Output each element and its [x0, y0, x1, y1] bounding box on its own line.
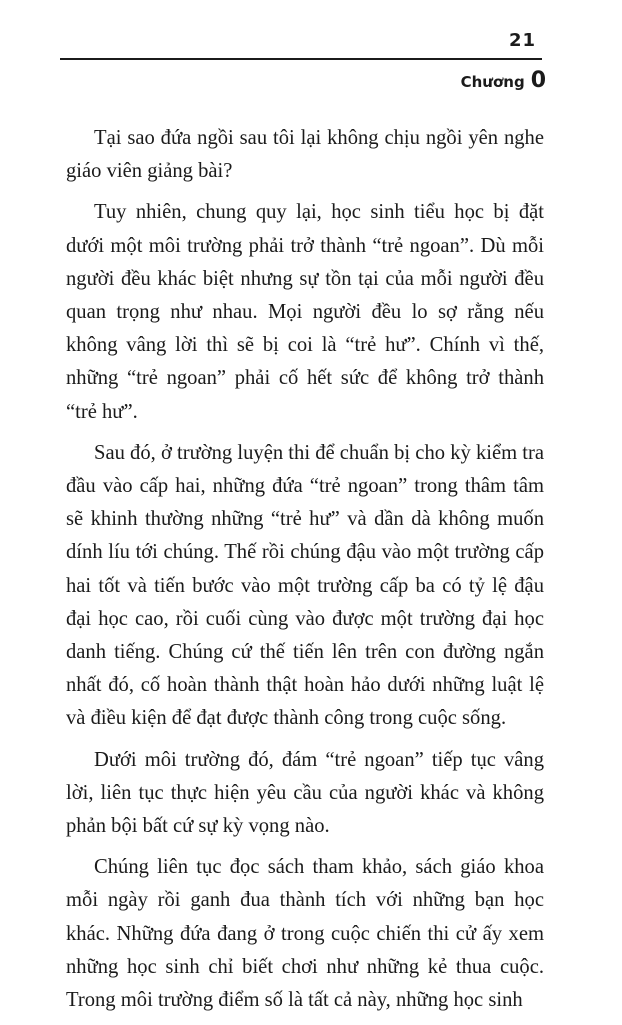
paragraph-5: Chúng liên tục đọc sách tham khảo, sách giáo khoa mỗi ngày rồi ganh đua thành tích với những bạn học khác. Những đứa đang ở trong cuộc chiến thi cử ấy xem những học sinh chỉ biết chơi như những kẻ thua cuộc. Trong môi trường điểm số là tất cả này, những học sinh: [66, 856, 544, 1012]
chapter-label: Chương: [460, 73, 525, 91]
paragraph-2: Tuy nhiên, chung quy lại, học sinh tiểu học bị đặt dưới một môi trường phải trở thành “trẻ ngoan”. Dù mỗi người đều khác biệt nhưng sự tồn tại của mỗi người đều quan trọng như nhau. Mọi người đều lo sợ rằng nếu không vâng lời thì sẽ bị coi là “trẻ hư”. Chính vì thế, những “trẻ ngoan” phải cố hết sức để không trở thành “trẻ hư”.: [66, 201, 544, 423]
chapter-number: 0: [530, 68, 546, 93]
chapter-heading: [461, 68, 546, 93]
body-text: [66, 122, 544, 1025]
page-number: 21: [508, 30, 536, 51]
header-rule: [60, 58, 542, 60]
paragraph-3: Sau đó, ở trường luyện thi để chuẩn bị cho kỳ kiểm tra đầu vào cấp hai, những đứa “trẻ ngoan” trong thâm tâm sẽ khinh thường những “trẻ hư” và dần dà không muốn dính líu tới chúng. Thế rồi chúng đậu vào một trường cấp hai tốt và tiến bước vào một trường cấp ba có tỷ lệ đậu đại học cao, rồi cuối cùng vào được một trường đại học danh tiếng. Chúng cứ thế tiến lên trên con đường ngắn nhất đó, cố hoàn thành thật hoàn hảo dưới những luật lệ và điều kiện để đạt được thành công trong cuộc sống.: [66, 441, 544, 730]
paragraph-4: Dưới môi trường đó, đám “trẻ ngoan” tiếp tục vâng lời, liên tục thực hiện yêu cầu của người khác và không phản bội bất cứ sự kỳ vọng nào.: [66, 748, 544, 838]
paragraph-1: Tại sao đứa ngồi sau tôi lại không chịu ngồi yên nghe giáo viên giảng bài?: [66, 127, 544, 183]
